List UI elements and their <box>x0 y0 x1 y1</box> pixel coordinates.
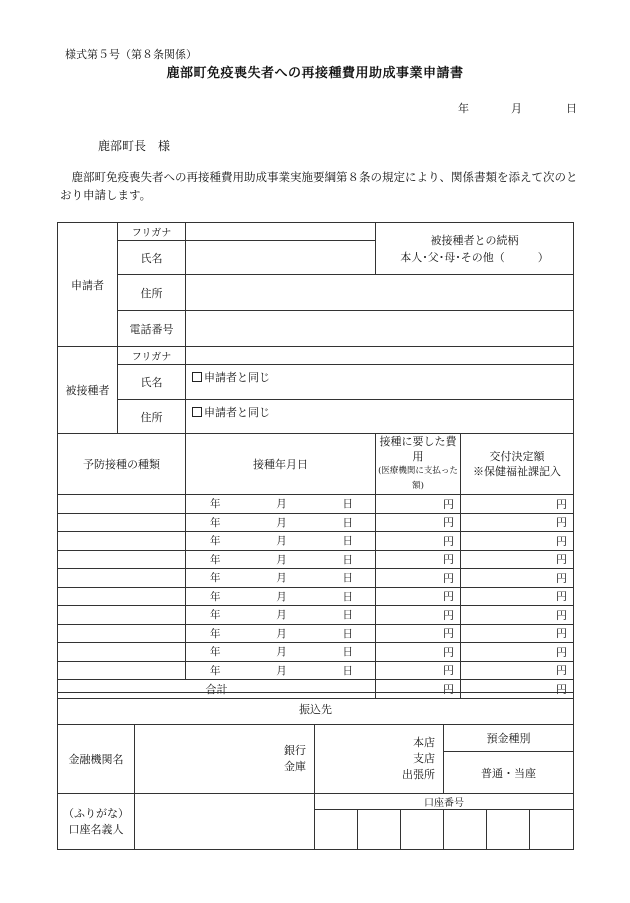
month-label: 月 <box>276 535 287 548</box>
vaccination-row <box>58 624 574 643</box>
year-label: 年 <box>210 553 221 566</box>
vaccination-date-field[interactable] <box>186 661 376 680</box>
year-label: 年 <box>210 535 221 548</box>
vaccination-row <box>58 495 574 514</box>
vaccine-type-field[interactable] <box>58 513 186 532</box>
relation-cell <box>376 223 574 275</box>
col-decided-note: ※保健福祉課記入 <box>473 465 561 478</box>
vaccination-date-field[interactable] <box>186 550 376 569</box>
decided-amount-field[interactable]: 円 <box>461 513 574 532</box>
account-digit-cell[interactable] <box>530 810 574 850</box>
same-as-applicant-text: 申請者と同じ <box>204 406 270 419</box>
vaccination-row <box>58 550 574 569</box>
applicant-name-field[interactable] <box>186 241 376 275</box>
decided-amount-field[interactable]: 円 <box>461 587 574 606</box>
account-holder-label <box>58 794 135 850</box>
vaccinee-address-label: 住所 <box>118 400 186 434</box>
month-label: 月 <box>276 553 287 566</box>
vaccine-type-field[interactable] <box>58 550 186 569</box>
applicant-address-label: 住所 <box>118 275 186 311</box>
decided-amount-field[interactable]: 円 <box>461 661 574 680</box>
sub-branch-label: 出張所 <box>402 768 435 781</box>
cost-field[interactable]: 円 <box>376 495 461 514</box>
account-digit-cell[interactable] <box>358 810 401 850</box>
cost-field[interactable]: 円 <box>376 513 461 532</box>
relation-title: 被接種者との続柄 <box>430 233 519 247</box>
bank-label: 銀行 <box>284 744 306 757</box>
col-vaccination-date: 接種年月日 <box>186 434 376 495</box>
decided-amount-field[interactable]: 円 <box>461 550 574 569</box>
cost-field[interactable]: 円 <box>376 661 461 680</box>
decided-amount-field[interactable]: 円 <box>461 643 574 662</box>
day-label: 日 <box>342 572 353 585</box>
application-date <box>458 100 577 116</box>
col-cost <box>376 434 461 495</box>
cost-field[interactable]: 円 <box>376 643 461 662</box>
day-label: 日 <box>342 627 353 640</box>
col-vaccine-type: 予防接種の種類 <box>58 434 186 495</box>
year-label: 年 <box>210 572 221 585</box>
col-decided-amount <box>461 434 574 495</box>
same-as-applicant-text: 申請者と同じ <box>204 371 270 384</box>
vaccine-type-field[interactable] <box>58 569 186 588</box>
day-label: 日 <box>342 646 353 659</box>
application-table <box>57 222 574 699</box>
branch-field[interactable] <box>315 725 444 794</box>
month-label: 月 <box>276 646 287 659</box>
vaccinee-name-label: 氏名 <box>118 365 186 400</box>
year-label: 年 <box>210 516 221 529</box>
vaccination-date-field[interactable] <box>186 624 376 643</box>
applicant-furigana-label: フリガナ <box>118 223 186 241</box>
vaccination-date-field[interactable] <box>186 513 376 532</box>
applicant-address-field[interactable] <box>186 275 574 311</box>
month-label: 月 <box>276 590 287 603</box>
month-label: 月 <box>276 516 287 529</box>
account-digit-cell[interactable] <box>487 810 530 850</box>
decided-amount-field[interactable]: 円 <box>461 624 574 643</box>
total-label: 合計 <box>58 680 376 699</box>
vaccination-row <box>58 532 574 551</box>
year-label: 年 <box>210 627 221 640</box>
vaccine-type-field[interactable] <box>58 624 186 643</box>
day-label: 日 <box>342 664 353 677</box>
addressee: 鹿部町長 様 <box>98 139 171 153</box>
day-label: 日 <box>342 553 353 566</box>
applicant-name-label: 氏名 <box>118 241 186 275</box>
kana-label: （ふりがな） <box>63 806 129 820</box>
cost-field[interactable]: 円 <box>376 532 461 551</box>
vaccination-date-field[interactable] <box>186 587 376 606</box>
year-label: 年 <box>210 590 221 603</box>
vaccinee-address-field[interactable] <box>186 400 574 434</box>
vaccine-type-field[interactable] <box>58 643 186 662</box>
branch-label: 支店 <box>413 752 435 765</box>
vaccinee-furigana-label: フリガナ <box>118 347 186 365</box>
month-label: 月 <box>276 609 287 622</box>
vaccine-type-field[interactable] <box>58 495 186 514</box>
date-month-label: 月 <box>511 102 522 115</box>
vaccination-date-field[interactable] <box>186 606 376 625</box>
institution-field[interactable] <box>135 725 315 794</box>
shinkin-label: 金庫 <box>284 760 306 773</box>
vaccine-type-field[interactable] <box>58 606 186 625</box>
date-day-label: 日 <box>566 102 577 115</box>
form-title: 鹿部町免疫喪失者への再接種費用助成事業申請書 <box>166 66 464 81</box>
col-decided-title: 交付決定額 <box>489 450 545 463</box>
applicant-section-label: 申請者 <box>58 223 118 347</box>
vaccine-type-field[interactable] <box>58 532 186 551</box>
month-label: 月 <box>276 498 287 511</box>
vaccination-row <box>58 587 574 606</box>
month-label: 月 <box>276 664 287 677</box>
vaccine-type-field[interactable] <box>58 661 186 680</box>
holder-label: 口座名義人 <box>68 822 124 836</box>
applicant-phone-label: 電話番号 <box>118 311 186 347</box>
cost-field[interactable]: 円 <box>376 606 461 625</box>
day-label: 日 <box>342 535 353 548</box>
day-label: 日 <box>342 516 353 529</box>
cost-field[interactable]: 円 <box>376 587 461 606</box>
account-digit-cell[interactable] <box>315 810 358 850</box>
cost-field[interactable]: 円 <box>376 550 461 569</box>
vaccinee-section-label: 被接種者 <box>58 347 118 434</box>
year-label: 年 <box>210 609 221 622</box>
applicant-furigana-field[interactable] <box>186 223 376 241</box>
decided-amount-field[interactable]: 円 <box>461 606 574 625</box>
day-label: 日 <box>342 590 353 603</box>
vaccination-date-field[interactable] <box>186 495 376 514</box>
year-label: 年 <box>210 646 221 659</box>
vaccinee-name-field[interactable] <box>186 365 574 400</box>
account-holder-field[interactable] <box>135 794 315 850</box>
vaccination-date-field[interactable] <box>186 569 376 588</box>
institution-label: 金融機関名 <box>58 725 135 794</box>
same-as-applicant-checkbox[interactable] <box>192 407 202 417</box>
month-label: 月 <box>276 627 287 640</box>
decided-amount-field[interactable]: 円 <box>461 495 574 514</box>
date-year-label: 年 <box>458 102 469 115</box>
deposit-type-options[interactable]: 普通・当座 <box>444 752 574 794</box>
vaccination-row <box>58 606 574 625</box>
day-label: 日 <box>342 498 353 511</box>
vaccinee-furigana-field[interactable] <box>186 347 574 365</box>
decided-amount-field[interactable]: 円 <box>461 532 574 551</box>
decided-amount-field[interactable]: 円 <box>461 569 574 588</box>
applicant-phone-field[interactable] <box>186 311 574 347</box>
vaccination-date-field[interactable] <box>186 532 376 551</box>
account-number-label: 口座番号 <box>315 794 574 810</box>
relation-options[interactable]: 本人･父･母･その他（ ） <box>400 250 549 264</box>
account-digit-cell[interactable] <box>444 810 487 850</box>
deposit-type-label: 預金種別 <box>444 725 574 752</box>
vaccination-row <box>58 661 574 680</box>
month-label: 月 <box>276 572 287 585</box>
form-number: 様式第５号（第８条関係） <box>65 48 197 61</box>
vaccination-date-field[interactable] <box>186 643 376 662</box>
year-label: 年 <box>210 498 221 511</box>
same-as-applicant-checkbox[interactable] <box>192 372 202 382</box>
bank-transfer-table <box>57 692 574 850</box>
cost-field[interactable]: 円 <box>376 624 461 643</box>
cost-field[interactable]: 円 <box>376 569 461 588</box>
vaccination-row <box>58 569 574 588</box>
vaccine-type-field[interactable] <box>58 587 186 606</box>
vaccination-row <box>58 513 574 532</box>
intro-text: 鹿部町免疫喪失者への再接種費用助成事業実施要綱第８条の規定により、関係書類を添えて次のとおり申請します。 <box>60 170 578 202</box>
year-label: 年 <box>210 664 221 677</box>
account-digit-cell[interactable] <box>401 810 444 850</box>
transfer-destination-title: 振込先 <box>58 693 574 725</box>
head-office-label: 本店 <box>413 736 435 749</box>
total-decided-field[interactable]: 円 <box>461 680 574 699</box>
col-cost-title: 接種に要した費用 <box>379 435 457 463</box>
total-cost-field[interactable]: 円 <box>376 680 461 699</box>
day-label: 日 <box>342 609 353 622</box>
col-cost-note: (医療機関に支払った額) <box>378 466 458 491</box>
vaccination-row <box>58 643 574 662</box>
